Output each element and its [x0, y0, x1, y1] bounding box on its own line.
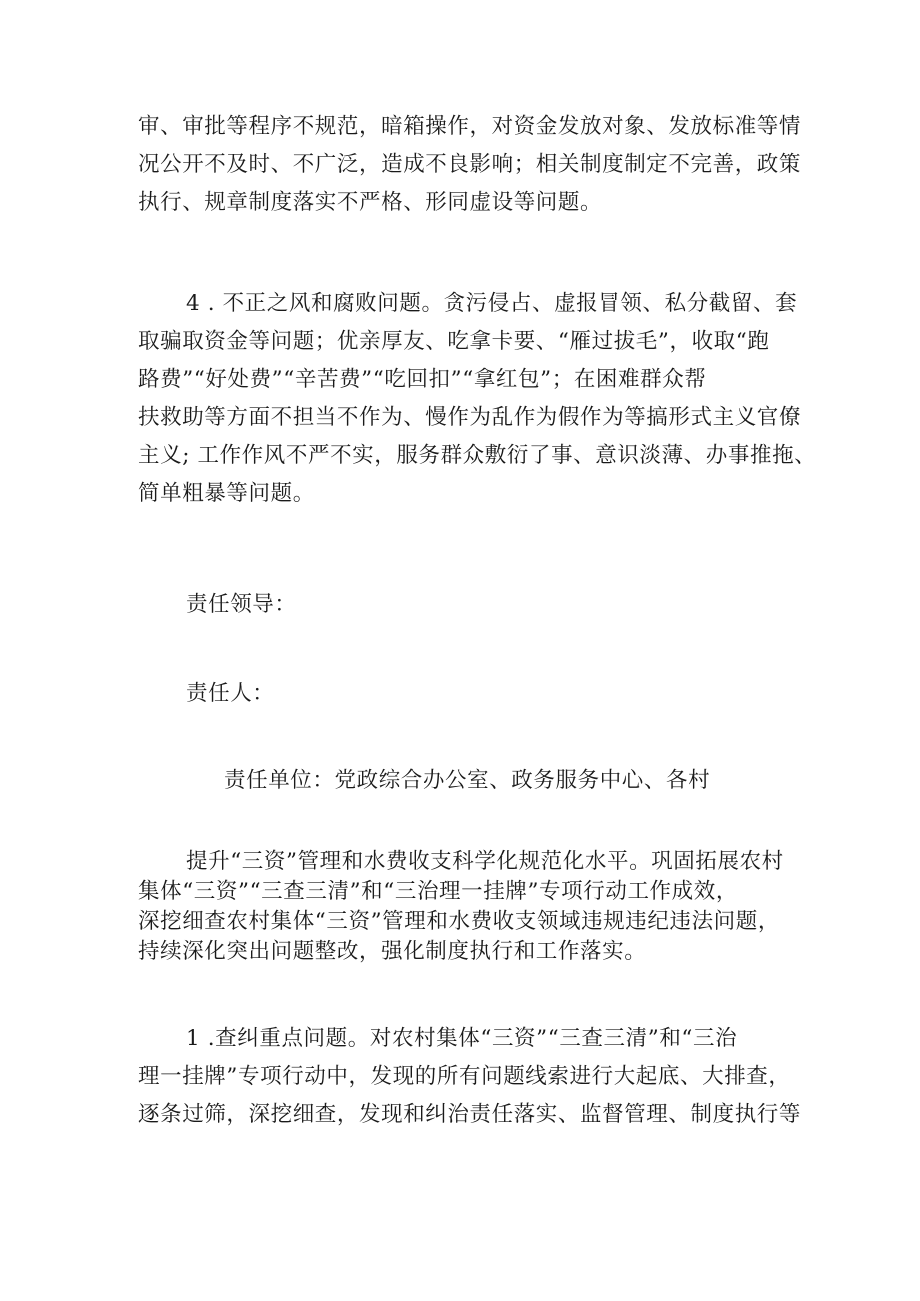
text-line: 1 .查纠重点问题。对农村集体“三资”“三查三清”和“三治	[186, 1026, 738, 1051]
text-line: 路费”“好处费”“辛苦费”“吃回扣”“拿红包”；在困难群众帮	[138, 367, 707, 392]
text-line: 审、审批等程序不规范，暗箱操作，对资金发放对象、发放标准等情	[138, 114, 802, 139]
text-line: 4 . 不正之风和腐败问题。贪污侵占、虚报冒领、私分截留、套	[186, 291, 798, 316]
paragraph-fund-issues-continued	[138, 108, 802, 222]
responsible-person-label: 责任人：	[186, 681, 275, 706]
text-line: 逐条过筛，深挖细查，发现和纠治责任落实、监督管理、制度执行等	[138, 1102, 802, 1127]
text-line: 理一挂牌”专项行动中，发现的所有问题线索进行大起底、大排查，	[138, 1064, 791, 1089]
text-line: 况公开不及时、不广泛，造成不良影响；相关制度制定不完善，政策	[138, 152, 802, 177]
text-line: 执行、规章制度落实不严格、形同虚设等问题。	[138, 190, 603, 215]
text-line: 集体“三资”“三查三清”和“三治理一挂牌”专项行动工作成效，	[138, 879, 738, 904]
text-line: 简单粗暴等问题。	[138, 481, 315, 506]
text-line: 持续深化突出问题整改，强化制度执行和工作落实。	[138, 939, 647, 964]
responsible-person	[138, 675, 798, 713]
text-line: 取骗取资金等问题；优亲厚友、吃拿卡要、“雁过拔毛”，收取“跑	[138, 329, 770, 354]
paragraph-item-4-misconduct	[138, 285, 817, 513]
paragraph-item-1-key-issues	[138, 1020, 802, 1134]
text-line: 深挖细查农村集体“三资”管理和水费收支领域违规违纪违法问题，	[138, 909, 780, 934]
text-line: 扶救助等方面不担当不作为、慢作为乱作为假作为等搞形式主义官僚	[138, 405, 802, 430]
responsible-unit	[138, 762, 798, 800]
paragraph-three-assets-management	[138, 847, 798, 967]
text-line: 提升“三资”管理和水费收支科学化规范化水平。巩固拓展农村	[186, 849, 784, 874]
text-line: 主义; 工作作风不严不实，服务群众敷衍了事、意识淡薄、办事推拖、	[138, 443, 817, 468]
responsible-unit-text: 责任单位：党政综合办公室、政务服务中心、各村	[224, 768, 711, 793]
responsible-leader-label: 责任领导：	[186, 592, 297, 617]
responsible-leader	[138, 586, 798, 624]
